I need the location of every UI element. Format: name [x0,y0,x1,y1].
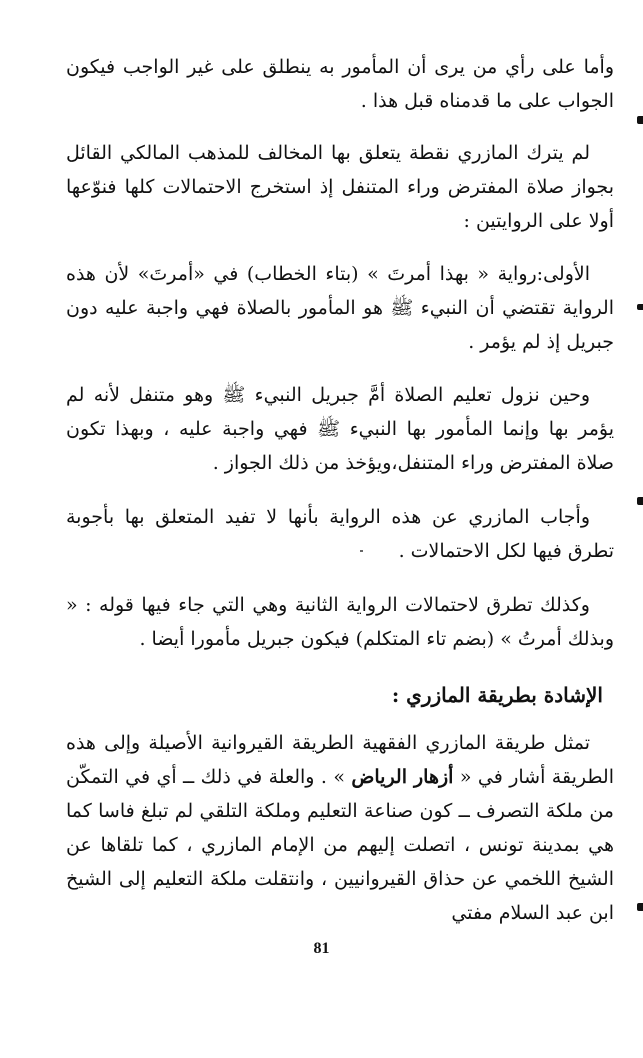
book-title: أزهار الرياض [351,766,454,788]
scan-speck [360,550,363,552]
paragraph-6: وكذلك تطرق لاحتمالات الرواية الثانية وهي التي جاء فيها قوله : « وبذلك أمرتُ » (بضم تاء المتكلم) فيكون جبريل مأمورا أيضا . [66,594,614,650]
page-number: 81 [313,940,330,957]
paragraph-7-part-1: تمثل طريقة المازري الفقهية الطريقة القيروانية الأصيلة وإلى هذه الطريقة أشار في « [66,732,615,788]
margin-mark [637,116,643,124]
paragraph-2: لم يترك المازري نقطة يتعلق بها المخالف للمذهب المالكي القائل بجواز صلاة المفترض وراء المتنفل إذ استخرج الاحتمالات كلها فنوّعها أولا على الروايتين : [66,142,614,232]
paragraph-3: الأولى:رواية « بهذا أمرتَ » (بتاء الخطاب) في «أمرتَ» لأن هذه الرواية تقتضي أن النبيء ﷺ هو المأمور بالصلاة فهي واجبة عليه دون جبريل إذ لم يؤمر . [66,263,614,353]
paragraph-7 [66,726,614,930]
paragraph-1: وأما على رأي من يرى أن المأمور به ينطلق على غير الواجب فيكون الجواب على ما قدمناه قبل هذا . [66,56,614,112]
paragraph-5: وأجاب المازري عن هذه الرواية بأنها لا تفيد المتعلق بها بأجوبة تطرق فيها لكل الاحتمالات . [66,506,614,562]
paragraph-7-part-2: » . والعلة في ذلك ــ أي في التمكّن من ملكة التصرف ــ كون صناعة التعليم وملكة التلقي لم تبلغ فاسا كما هي بمدينة تونس ، اتصلت إليهم من الإمام المازري ، كما تلقاها عن الشيخ اللخمي عن حذاق القيروانيين ، وانتقلت ملكة التعليم إلى الشيخ ابن عبد السلام مفتي [66,766,614,924]
paragraph-4: وحين نزول تعليم الصلاة أمَّ جبريل النبيء ﷺ وهو متنفل لأنه لم يؤمر بها وإنما المأمور بها النبيء ﷺ فهي واجبة عليه ، وبهذا تكون صلاة المفترض وراء المتنفل،ويؤخذ من ذلك الجواز . [66,384,614,474]
section-heading: الإشادة بطريقة المازري : [391,683,603,707]
margin-mark [637,903,643,911]
margin-mark [637,497,643,505]
margin-mark [637,304,643,310]
